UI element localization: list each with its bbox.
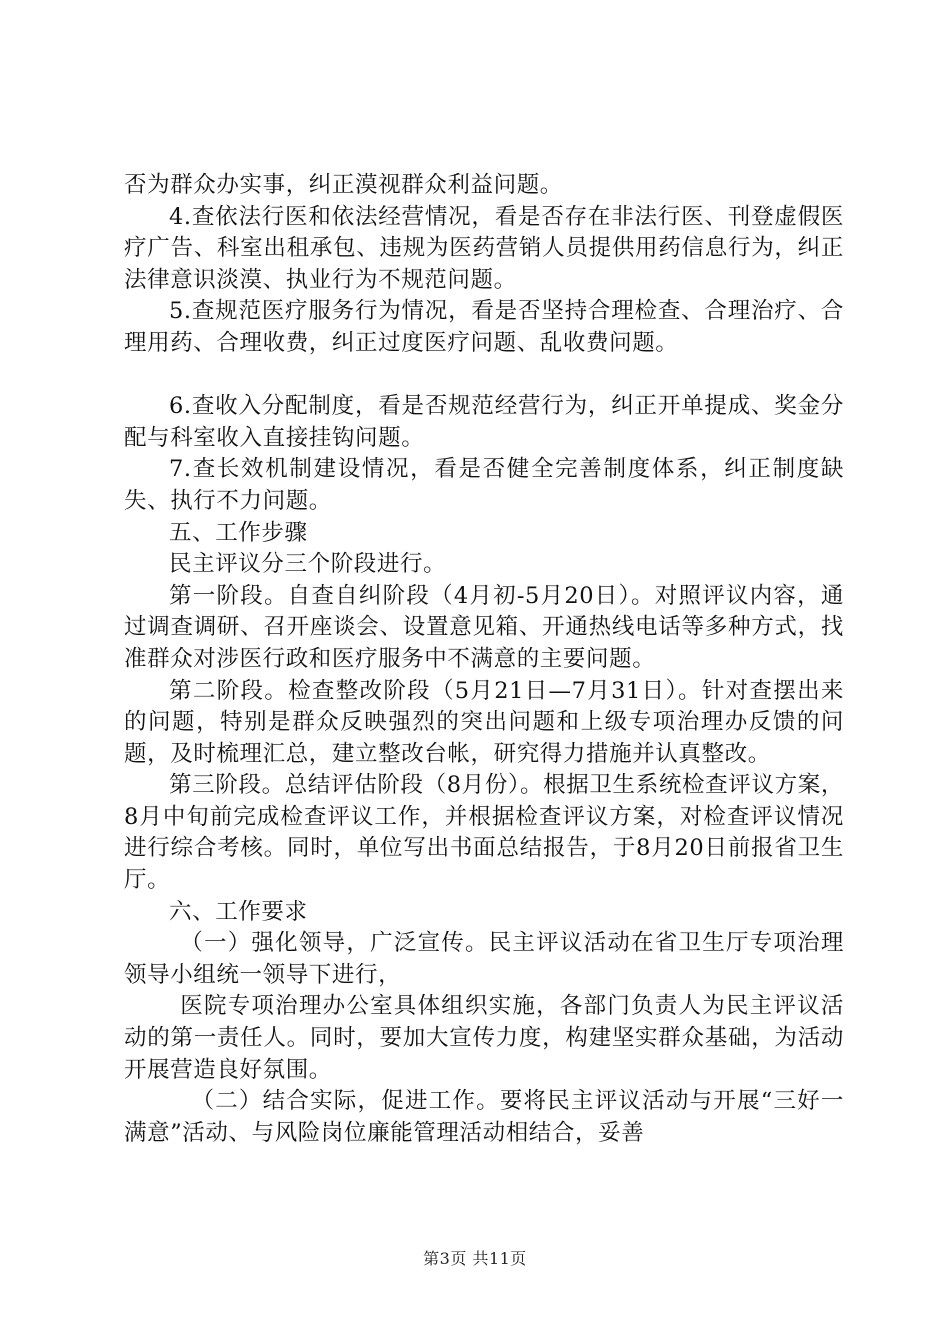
paragraph-item-6: 6.查收入分配制度，看是否规范经营行为，纠正开单提成、奖金分配与科室收入直接挂钩问题。 bbox=[124, 393, 844, 451]
paragraph-continuation: 否为群众办实事，纠正漠视群众利益问题。 bbox=[124, 172, 563, 198]
paragraph-item-4: 4.查依法行医和依法经营情况，看是否存在非法行医、刊登虚假医疗广告、科室出租承包、违规为医药营销人员提供用药信息行为，纠正法律意识淡漠、执业行为不规范问题。 bbox=[124, 203, 844, 293]
paragraph-stage-two: 第二阶段。检查整改阶段（5月21日—7月31日）。针对查摆出来的问题，特别是群众反映强烈的突出问题和上级专项治理办反馈的问题，及时梳理汇总，建立整改台帐，研究得力措施并认真整改。 bbox=[124, 677, 844, 767]
page-number-footer: 第3页 共11页 bbox=[423, 1249, 527, 1268]
paragraph-stage-three: 第三阶段。总结评估阶段（8月份）。根据卫生系统检查评议方案，8月中旬前完成检查评议工作，并根据检查评议方案，对检查评议情况进行综合考核。同时，单位写出书面总结报告，于8月20日前报省卫生厅。 bbox=[124, 772, 844, 894]
document-body bbox=[124, 170, 844, 1149]
paragraph-requirement-one: （一）强化领导，广泛宣传。民主评议活动在省卫生厅专项治理领导小组统一领导下进行， bbox=[124, 930, 844, 988]
paragraph-item-5: 5.查规范医疗服务行为情况，看是否坚持合理检查、合理治疗、合理用药、合理收费，纠正过度医疗问题、乱收费问题。 bbox=[124, 298, 844, 356]
paragraph-item-7: 7.查长效机制建设情况，看是否健全完善制度体系，纠正制度缺失、执行不力问题。 bbox=[124, 456, 844, 514]
section-heading-work-requirements: 六、工作要求 bbox=[169, 898, 308, 925]
paragraph-three-stages: 民主评议分三个阶段进行。 bbox=[169, 551, 447, 578]
section-heading-work-steps: 五、工作步骤 bbox=[169, 519, 308, 546]
paragraph-stage-one: 第一阶段。自查自纠阶段（4月初-5月20日）。对照评议内容，通过调查调研、召开座谈会、设置意见箱、开通热线电话等多种方式，找准群众对涉医行政和医疗服务中不满意的主要问题。 bbox=[124, 582, 844, 672]
paragraph-requirement-two: （二）结合实际，促进工作。要将民主评议活动与开展“三好一满意”活动、与风险岗位廉能管理活动相结合，妥善 bbox=[124, 1088, 844, 1146]
paragraph-requirement-one-continued: 医院专项治理办公室具体组织实施，各部门负责人为民主评议活动的第一责任人。同时，要加大宣传力度，构建坚实群众基础，为活动开展营造良好氛围。 bbox=[124, 993, 844, 1083]
